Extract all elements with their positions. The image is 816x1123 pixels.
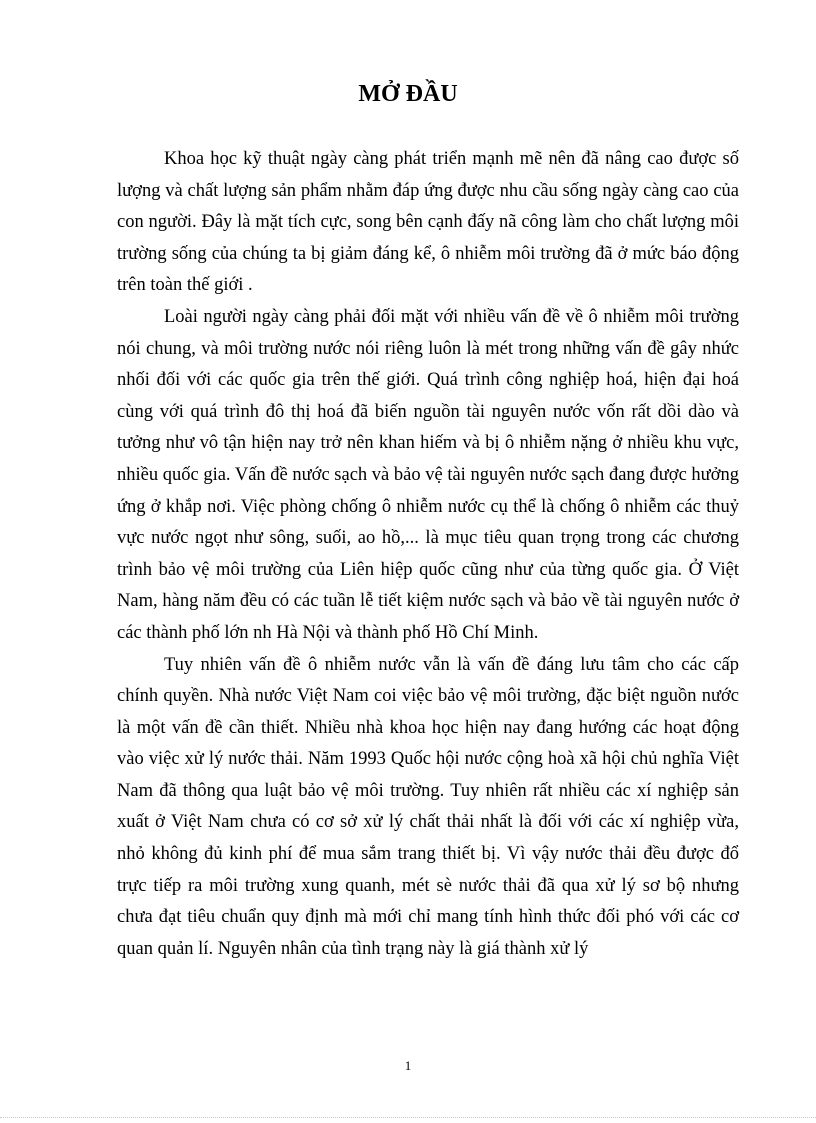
page-edge-divider [0,1117,816,1118]
paragraph-2: Loài người ngày càng phải đối mặt với nhiều vấn đề về ô nhiễm môi trường nói chung, và môi trường nước nói riêng luôn là mét trong những vấn đề gây nhức nhối đối với các quốc gia trên thế giới. Quá trình công nghiệp hoá, hiện đại hoá cùng với quá trình đô thị hoá đã biến nguồn tài nguyên nước vốn rất dồi dào và tưởng như vô tận hiện nay trở nên khan hiếm và bị ô nhiễm nặng ở nhiều khu vực, nhiều quốc gia. Vấn đề nước sạch và bảo vệ tài nguyên nước sạch đang được hưởng ứng ở khắp nơi. Việc phòng chống ô nhiễm nước cụ thể là chống ô nhiễm các thuỷ vực nước ngọt như sông, suối, ao hồ,... là mục tiêu quan trọng trong các chương trình bảo vệ môi trường của Liên hiệp quốc cũng như của từng quốc gia. Ở Việt Nam, hàng năm đều có các tuần lễ tiết kiệm nước sạch và bảo về tài nguyên nước ở các thành phố lớn nh Hà Nội và thành phố Hồ Chí Minh. [117,306,739,643]
page-number: 1 [404,1058,412,1073]
paragraph-1: Khoa học kỹ thuật ngày càng phát triển mạnh mẽ nên đã nâng cao được số lượng và chất lượng sản phẩm nhằm đáp ứng được nhu cầu sống ngày càng cao của con người. Đây là mặt tích cực, song bên cạnh đấy nã công làm cho chất lượng môi trường sống của chúng ta bị giảm đáng kể, ô nhiễm môi trường đã ở mức báo động trên toàn thế giới . [117,149,739,296]
body-text [117,144,739,965]
page-title: MỞ ĐẦU [358,81,458,107]
paragraph-3: Tuy nhiên vấn đề ô nhiễm nước vẫn là vấn đề đáng lưu tâm cho các cấp chính quyền. Nhà nước Việt Nam coi việc bảo vệ môi trường, đặc biệt nguồn nước là một vấn đề cần thiết. Nhiều nhà khoa học hiện nay đang hướng các hoạt động vào việc xử lý nước thải. Năm 1993 Quốc hội nước cộng hoà xã hội chủ nghĩa Việt Nam đã thông qua luật bảo vệ môi trường. Tuy nhiên rất nhiều các xí nghiệp sản xuất ở Việt Nam chưa có cơ sở xử lý chất thải nhất là đối với các xí nghiệp vừa, nhỏ không đủ kinh phí để mua sắm trang thiết bị. Vì vậy nước thải đều được đổ trực tiếp ra môi trường xung quanh, mét sè nước thải đã qua xử lý sơ bộ nhưng chưa đạt tiêu chuẩn quy định mà mới chỉ mang tính hình thức đối phó với các cơ quan quản lí. Nguyên nhân của tình trạng này là giá thành xử lý [117,654,739,959]
